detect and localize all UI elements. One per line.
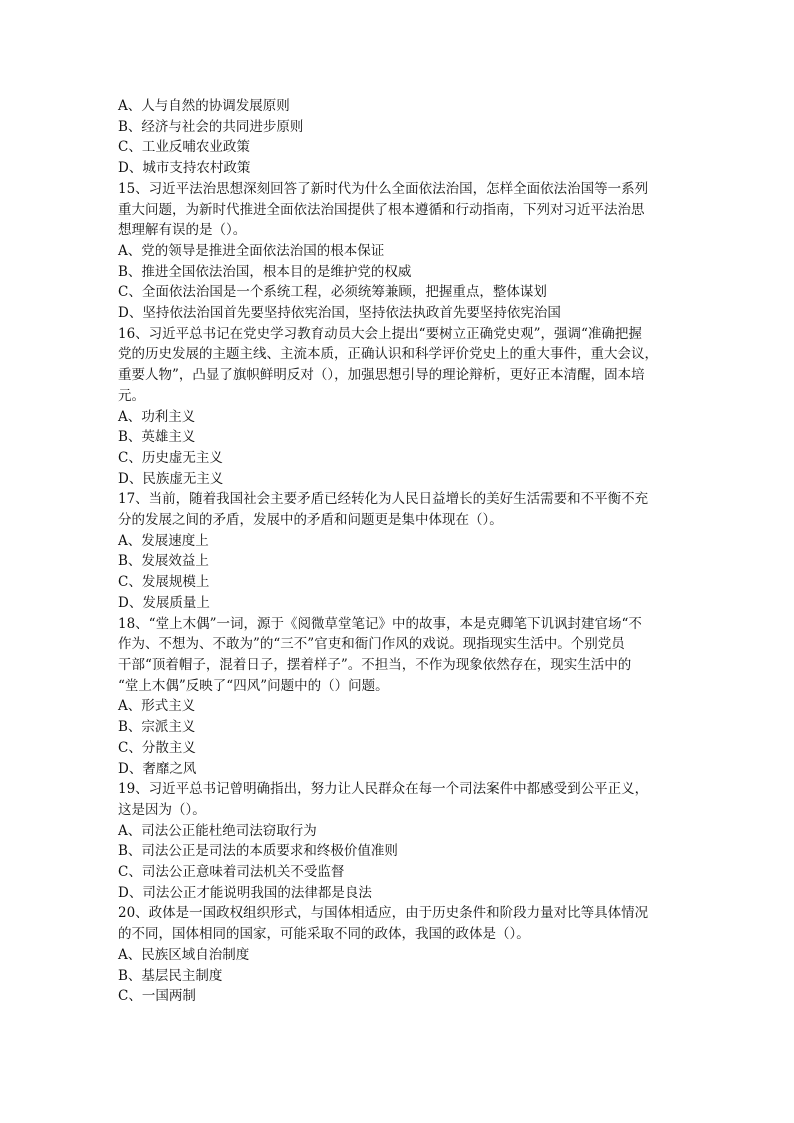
question-20-option-b: B、基层民主制度 bbox=[118, 967, 223, 984]
question-15-line-1: 15、习近平法治思想深刻回答了新时代为什么全面依法治国，怎样全面依法治国等一系列 bbox=[118, 180, 649, 197]
question-15-option-c: C、全面依法治国是一个系统工程，必须统筹兼顾，把握重点，整体谋划 bbox=[118, 284, 547, 301]
question-19-line-2: 这是因为（）。 bbox=[118, 801, 206, 818]
question-18-option-a: A、形式主义 bbox=[118, 698, 196, 715]
question-20-line-1: 20、政体是一国政权组织形式，与国体相适应，由于历史条件和阶段力量对比等具体情况 bbox=[118, 905, 649, 922]
question-17-option-c: C、发展规模上 bbox=[118, 574, 210, 591]
question-19-option-d: D、司法公正才能说明我国的法律都是良法 bbox=[118, 884, 372, 901]
option-c: C、工业反哺农业政策 bbox=[118, 139, 250, 156]
question-20-line-2: 的不同，国体相同的国家，可能采取不同的政体，我国的政体是（）。 bbox=[118, 926, 530, 943]
document-page bbox=[118, 96, 678, 1007]
question-18-line-4: “堂上木偶”反映了“四风”问题中的（）问题。 bbox=[118, 677, 389, 694]
question-18-line-1: 18、“堂上木偶”一词，源于《阅微草堂笔记》中的故事，本是克卿笔下讥讽封建官场“不 bbox=[118, 615, 642, 632]
question-18-option-d: D、奢靡之风 bbox=[118, 760, 197, 777]
question-15-line-2: 重大问题，为新时代推进全面依法治国提供了根本遵循和行动指南，下列对习近平法治思 bbox=[118, 201, 645, 218]
option-d: D、城市支持农村政策 bbox=[118, 160, 251, 177]
question-17-option-b: B、发展效益上 bbox=[118, 553, 209, 570]
question-15-option-a: A、党的领导是推进全面依法治国的根本保证 bbox=[118, 242, 385, 259]
option-b: B、经济与社会的共同进步原则 bbox=[118, 118, 304, 135]
question-20-option-c: C、一国两制 bbox=[118, 988, 196, 1005]
question-19-line-1: 19、习近平总书记曾明确指出，努力让人民群众在每一个司法案件中都感受到公平正义， bbox=[118, 781, 649, 798]
question-16-option-c: C、历史虚无主义 bbox=[118, 449, 223, 466]
question-15-line-3: 想理解有误的是（）。 bbox=[118, 222, 247, 239]
question-15-option-b: B、推进全国依法治国，根本目的是维护党的权威 bbox=[118, 263, 412, 280]
question-17-option-d: D、发展质量上 bbox=[118, 594, 210, 611]
question-19-option-c: C、司法公正意味着司法机关不受监督 bbox=[118, 864, 345, 881]
question-16-option-a: A、功利主义 bbox=[118, 408, 196, 425]
question-17-option-a: A、发展速度上 bbox=[118, 532, 209, 549]
question-16-line-1: 16、习近平总书记在党史学习教育动员大会上提出“要树立正确党史观”，强调“准确把握 bbox=[118, 325, 642, 342]
option-a: A、人与自然的协调发展原则 bbox=[118, 98, 290, 114]
question-16-line-4: 元。 bbox=[118, 387, 145, 404]
question-16-line-2: 党的历史发展的主题主线、主流本质，正确认识和科学评价党史上的重大事件，重大会议， bbox=[118, 346, 658, 363]
question-18-option-c: C、分散主义 bbox=[118, 739, 196, 756]
question-18-line-2: 作为、不想为、不敢为”的“三不”官吏和衙门作风的戏说。现指现实生活中。个别党员 bbox=[118, 636, 625, 653]
question-18-line-3: 干部“顶着帽子，混着日子，摆着样子”。不担当，不作为现象依然存在，现实生活中的 bbox=[118, 656, 632, 673]
question-19-option-a: A、司法公正能杜绝司法窃取行为 bbox=[118, 822, 317, 839]
question-17-line-2: 分的发展之间的矛盾，发展中的矛盾和问题更是集中体现在（）。 bbox=[118, 512, 503, 529]
question-20-option-a: A、民族区域自治制度 bbox=[118, 946, 250, 963]
question-18-option-b: B、宗派主义 bbox=[118, 719, 196, 736]
question-16-option-b: B、英雄主义 bbox=[118, 429, 196, 446]
question-19-option-b: B、司法公正是司法的本质要求和终极价值准则 bbox=[118, 843, 398, 860]
question-16-option-d: D、民族虚无主义 bbox=[118, 470, 224, 487]
question-16-line-3: 重要人物”，凸显了旗帜鲜明反对（），加强思想引导的理论辩析，更好正本清醒，固本培 bbox=[118, 367, 645, 384]
question-15-option-d: D、坚持依法治国首先要坚持依宪治国，坚持依法执政首先要坚持依宪治国 bbox=[118, 305, 561, 322]
question-17-line-1: 17、当前，随着我国社会主要矛盾已经转化为人民日益增长的美好生活需要和不平衡不充 bbox=[118, 491, 649, 508]
